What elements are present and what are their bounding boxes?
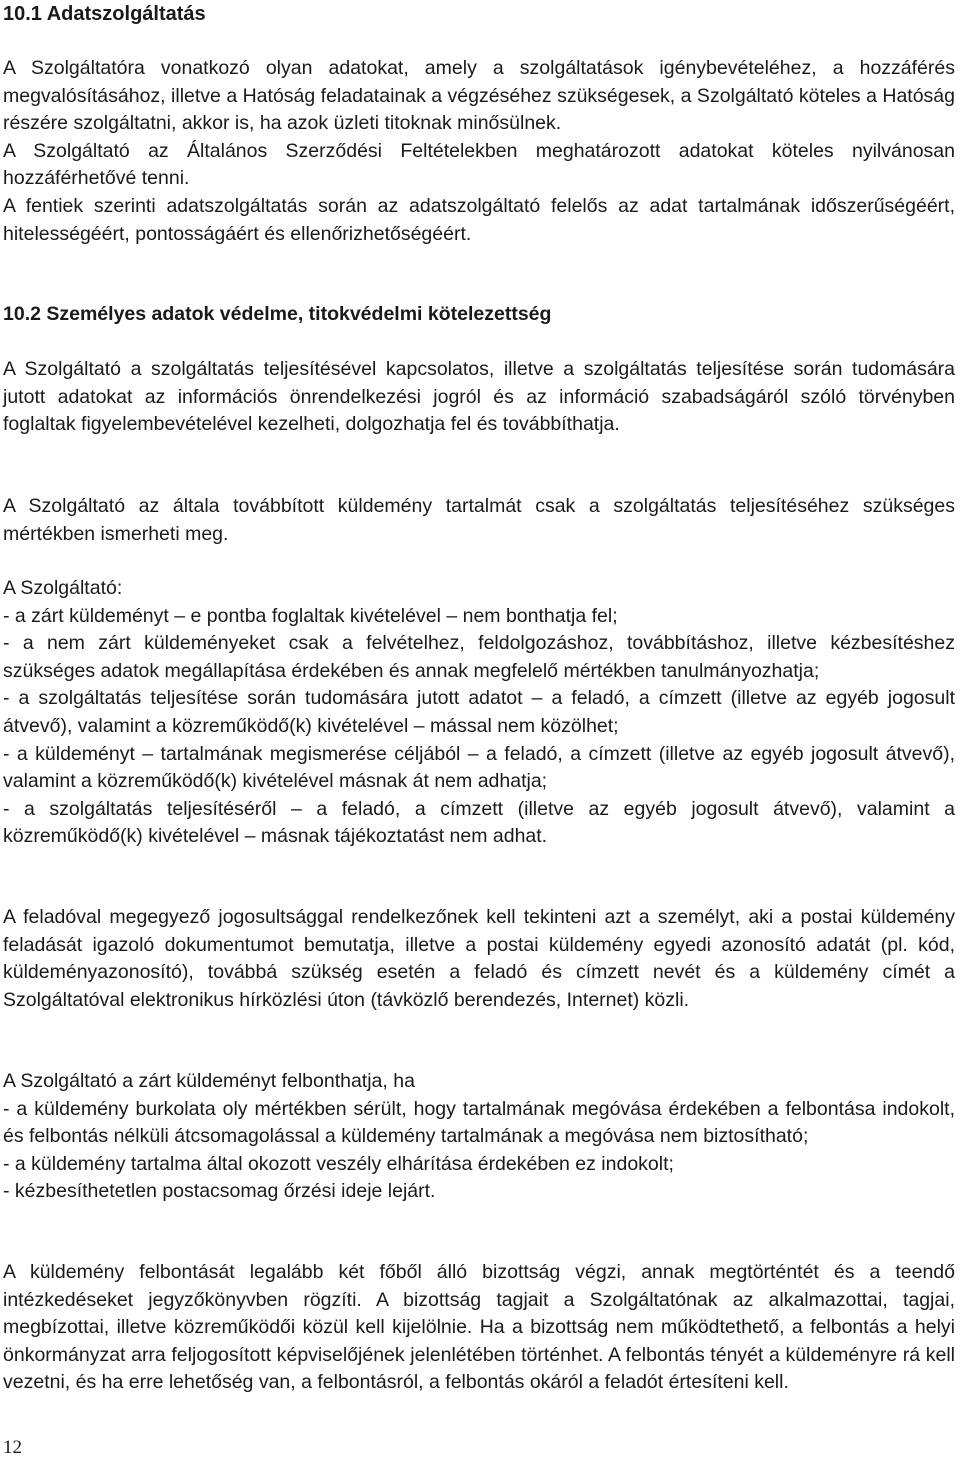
list-item: - a küldeményt – tartalmának megismerése céljából – a feladó, a címzett (illetve az egyéb jogosult átvevő), valamint a közreműködő(k) kivételével másnak át nem adhatja; (3, 742, 955, 793)
list-item: - a nem zárt küldeményeket csak a felvételhez, feldolgozáshoz, továbbításhoz, illetve kézbesítéshez szükséges adatok megállapítása érdekében és annak megfelelő mértékben tanulmányozhatja; (3, 632, 955, 682)
section-2-para-2 (3, 493, 955, 548)
paragraph: A küldemény felbontását legalább két főből álló bizottság végzi, annak megtörténtét és a teendő intézkedéseket jegyzőkönyvben rögzíti. A bizottság tagjait a Szolgáltatónak az alkalmazottai, tagjai, megbízottai, illetve közreműködői közül kell kijelölnie. Ha a bizottság nem működtethető, a felbontás a helyi önkormányzat arra feljogosított képviselőjének jelenlétében történhet. A felbontás tényét a küldeményre rá kell vezetni, és ha erre lehetőség van, a felbontásról, a felbontás okáról a feladót értesíteni kell. (3, 1261, 955, 1394)
paragraph: A Szolgáltatóra vonatkozó olyan adatokat, amely a szolgáltatások igénybevételéhez, a hozzáférés megvalósításához, illetve a Hatóság feladatainak a végzéséhez szükségesek, a Szolgáltató köteles a Hatóság részére szolgáltatni, akkor is, ha azok üzleti titoknak minősülnek. (3, 57, 955, 135)
section-2-para-1 (3, 356, 955, 439)
section-2-list-1 (3, 575, 955, 851)
list-item: - kézbesíthetetlen postacsomag őrzési ideje lejárt. (3, 1180, 436, 1203)
list-item: - a küldemény burkolata oly mértékben sérült, hogy tartalmának megóvása érdekében a felbontása indokolt, és felbontás nélküli átcsomagolással a küldemény tartalmának a megóvása nem biztosítható; (3, 1097, 955, 1148)
list-item: - a zárt küldeményt – e pontba foglaltak kivételével – nem bonthatja fel; (3, 604, 618, 627)
paragraph: A Szolgáltató az általa továbbított küldemény tartalmát csak a szolgáltatás teljesítéséhez szükséges mértékben ismerheti meg. (3, 495, 955, 545)
section-heading-10-2: 10.2 Személyes adatok védelme, titokvédelmi kötelezettség (3, 303, 552, 325)
paragraph: A Szolgáltató a szolgáltatás teljesítésével kapcsolatos, illetve a szolgáltatás teljesítése során tudomására jutott adatokat az információs önrendelkezési jogról és az információ szabadságáról szóló törvényben foglaltak figyelembevételével kezelheti, dolgozhatja fel és továbbíthatja. (3, 358, 955, 436)
page-number: 12 (3, 1437, 22, 1458)
section-2-list-2 (3, 1068, 955, 1206)
section-2-para-3 (3, 904, 955, 1014)
list-intro: A Szolgáltató: (3, 577, 123, 599)
paragraph: A Szolgáltató az Általános Szerződési Feltételekben meghatározott adatokat köteles nyilvánosan hozzáférhetővé tenni. (3, 139, 955, 190)
paragraph: A fentiek szerinti adatszolgáltatás során az adatszolgáltató felelős az adat tartalmának időszerűségéért, hitelességéért, pontosságáért és ellenőrizhetőségéért. (3, 194, 955, 245)
list-item: - a szolgáltatás teljesítése során tudomására jutott adatot – a feladó, a címzett (illetve az egyéb jogosult átvevő), valamint a közreműködő(k) kivételével – mással nem közölhet; (3, 687, 955, 737)
list-item: - a szolgáltatás teljesítéséről – a feladó, a címzett (illetve az egyéb jogosult átvevő), valamint a közreműködő(k) kivételével – másnak tájékoztatást nem adhat. (3, 797, 955, 848)
list-intro: A Szolgáltató a zárt küldeményt felbonthatja, ha (3, 1070, 415, 1092)
section-2-para-4 (3, 1259, 955, 1397)
paragraph: A feladóval megegyező jogosultsággal rendelkezőnek kell tekinteni azt a személyt, aki a postai küldemény feladását igazoló dokumentumot bemutatja, illetve a postai küldemény egyedi azonosító adatát (pl. kód, küldeményazonosító), továbbá szükség esetén a feladó és címzett nevét és a küldemény címét a Szolgáltatóval elektronikus hírközlési úton (távközlő berendezés, Internet) közli. (3, 906, 955, 1011)
section-heading-10-1: 10.1 Adatszolgáltatás (3, 3, 206, 25)
section-1-body (3, 55, 955, 248)
list-item: - a küldemény tartalma által okozott veszély elhárítása érdekében ez indokolt; (3, 1152, 674, 1175)
